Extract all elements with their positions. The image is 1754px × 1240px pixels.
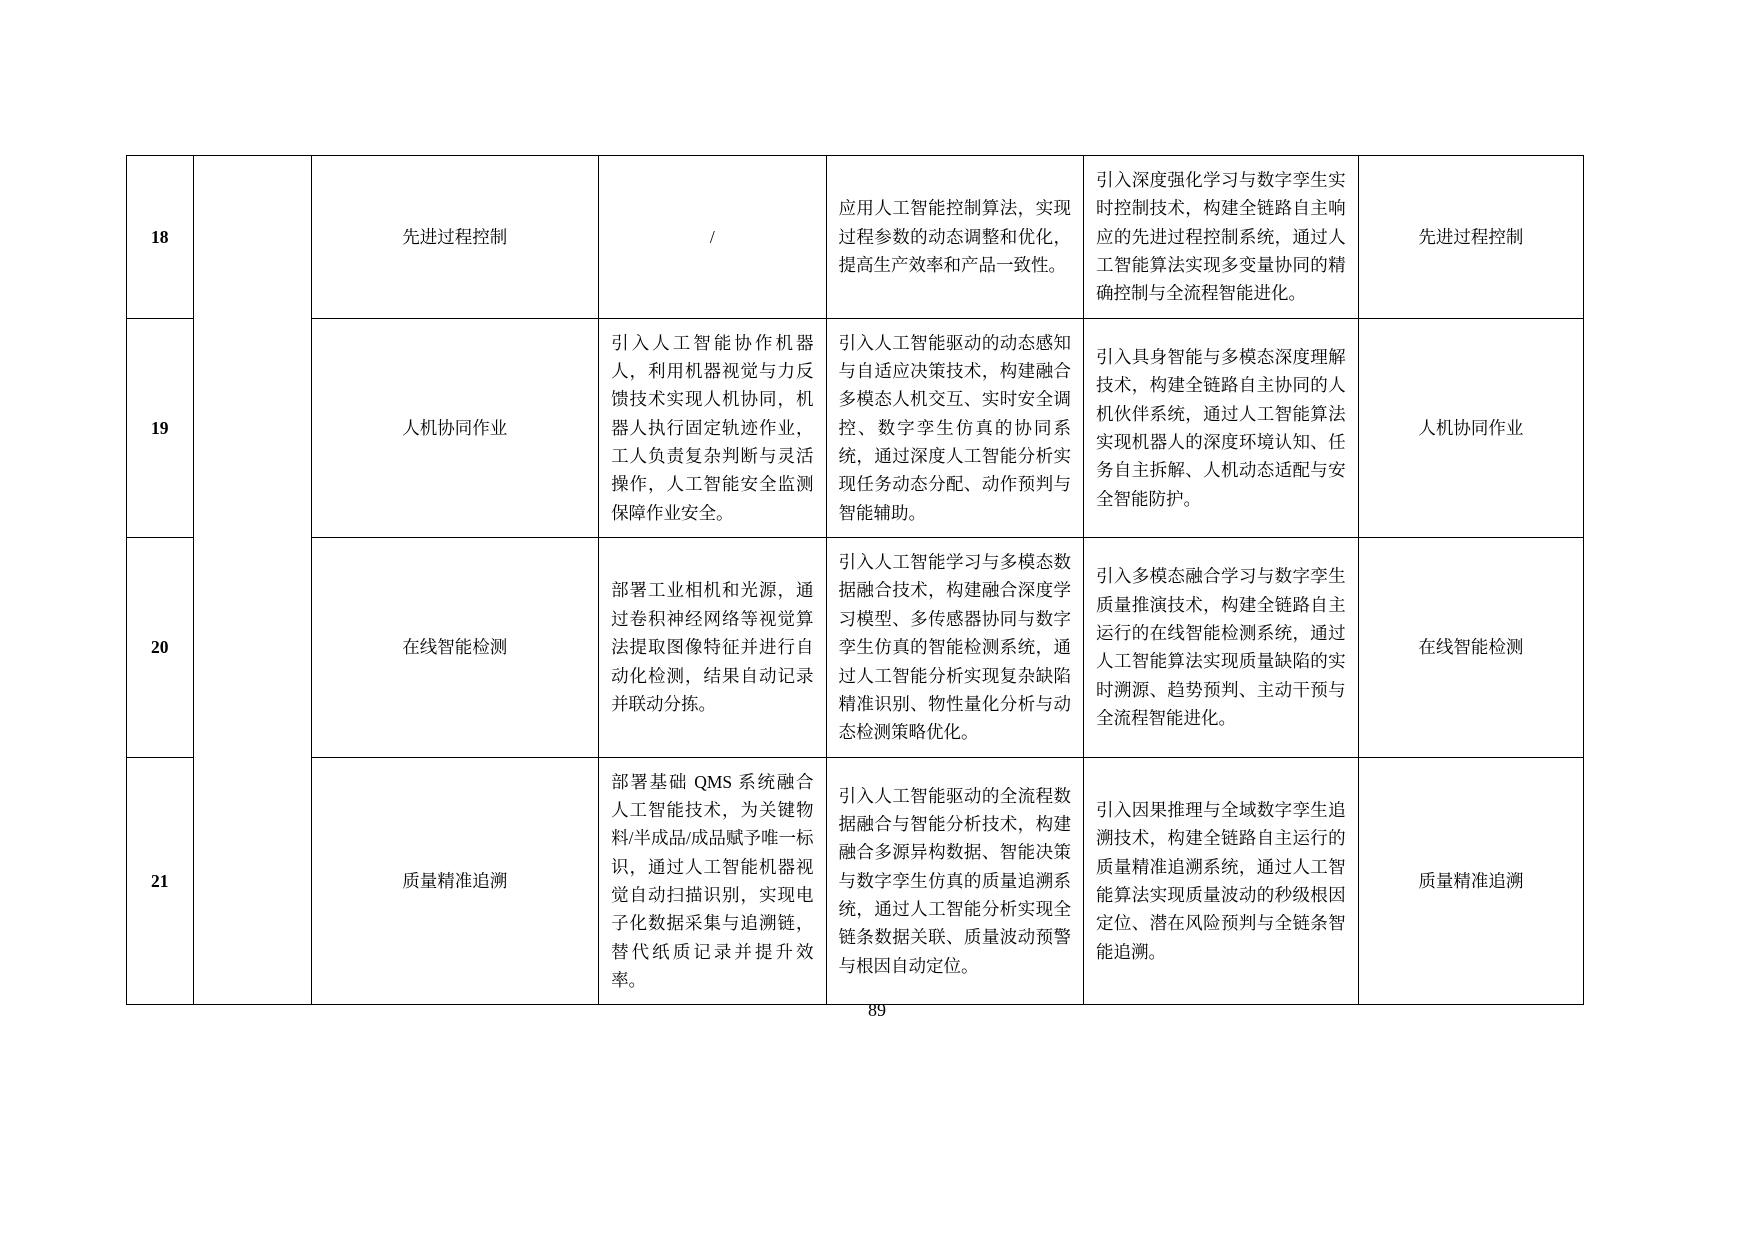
table-row [127, 318, 1584, 537]
level-base: 部署工业相机和光源，通过卷积神经网络等视觉算法提取图像特征并进行自动化检测，结果自动记录并联动分拣。 [599, 538, 826, 757]
level-base: 引入人工智能协作机器人，利用机器视觉与力反馈技术实现人机协同，机器人执行固定轨迹作业，工人负责复杂判断与灵活操作，人工智能安全监测保障作业安全。 [599, 318, 826, 537]
row-category [193, 156, 311, 1005]
level-mid: 引入人工智能学习与多模态数据融合技术，构建融合深度学习模型、多传感器协同与数字孪生仿真的智能检测系统，通过人工智能分析实现复杂缺陷精准识别、物性量化分析与动态检测策略优化。 [826, 538, 1083, 757]
table-row [127, 538, 1584, 757]
level-base: 部署基础 QMS 系统融合人工智能技术，为关键物料/半成品/成品赋予唯一标识，通过人工智能机器视觉自动扫描识别，实现电子化数据采集与追溯链，替代纸质记录并提升效率。 [599, 757, 826, 1005]
scene-classification: 人机协同作业 [1358, 318, 1583, 537]
table-row [127, 156, 1584, 319]
scene-classification: 在线智能检测 [1358, 538, 1583, 757]
scene-name: 先进过程控制 [311, 156, 599, 319]
table-row [127, 757, 1584, 1005]
level-high: 引入因果推理与全域数字孪生追溯技术，构建全链路自主运行的质量精准追溯系统，通过人工智能算法实现质量波动的秒级根因定位、潜在风险预判与全链条智能追溯。 [1084, 757, 1359, 1005]
level-high: 引入具身智能与多模态深度理解技术，构建全链路自主协同的人机伙伴系统，通过人工智能算法实现机器人的深度环境认知、任务自主拆解、人机动态适配与安全智能防护。 [1084, 318, 1359, 537]
row-number: 20 [127, 538, 194, 757]
scene-classification: 质量精准追溯 [1358, 757, 1583, 1005]
level-mid: 引入人工智能驱动的全流程数据融合与智能分析技术，构建融合多源异构数据、智能决策与数字孪生仿真的质量追溯系统，通过人工智能分析实现全链条数据关联、质量波动预警与根因自动定位。 [826, 757, 1083, 1005]
page-number: 89 [868, 1000, 886, 1020]
level-base: / [599, 156, 826, 319]
row-number: 19 [127, 318, 194, 537]
scene-name: 人机协同作业 [311, 318, 599, 537]
row-number: 18 [127, 156, 194, 319]
level-high: 引入深度强化学习与数字孪生实时控制技术，构建全链路自主响应的先进过程控制系统，通过人工智能算法实现多变量协同的精确控制与全流程智能进化。 [1084, 156, 1359, 319]
scene-name: 在线智能检测 [311, 538, 599, 757]
level-mid: 引入人工智能驱动的动态感知与自适应决策技术，构建融合多模态人机交互、实时安全调控、数字孪生仿真的协同系统，通过深度人工智能分析实现任务动态分配、动作预判与智能辅助。 [826, 318, 1083, 537]
row-number: 21 [127, 757, 194, 1005]
scene-name: 质量精准追溯 [311, 757, 599, 1005]
level-mid: 应用人工智能控制算法，实现过程参数的动态调整和优化，提高生产效率和产品一致性。 [826, 156, 1083, 319]
scene-classification: 先进过程控制 [1358, 156, 1583, 319]
capability-maturity-table [126, 155, 1584, 1005]
level-high: 引入多模态融合学习与数字孪生质量推演技术，构建全链路自主运行的在线智能检测系统，通过人工智能算法实现质量缺陷的实时溯源、趋势预判、主动干预与全流程智能进化。 [1084, 538, 1359, 757]
